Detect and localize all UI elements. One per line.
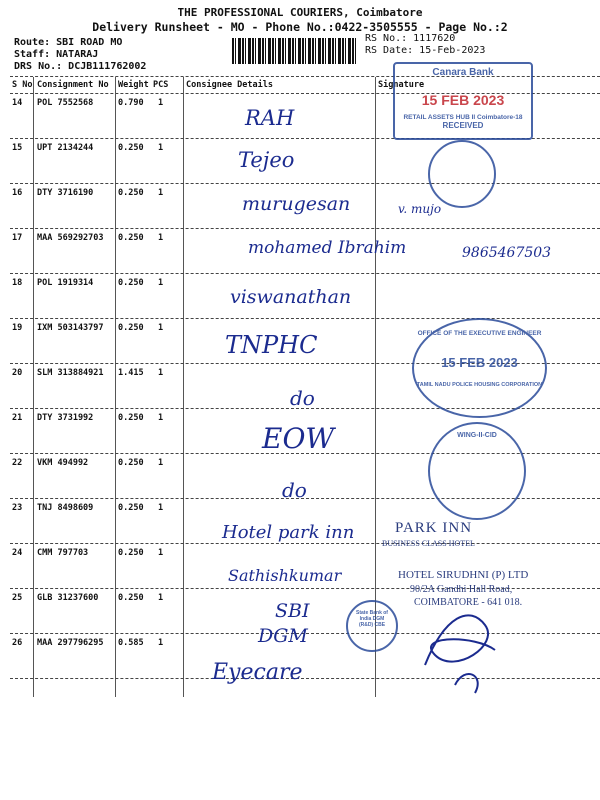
stamp-text: RETAIL ASSETS HUB II Coimbatore-18 <box>403 114 523 121</box>
consignee-handwriting: murugesan <box>242 193 351 215</box>
cell-consignment: POL 7552568 <box>37 98 94 108</box>
signature-scribble <box>415 595 505 700</box>
col-divider <box>183 77 184 697</box>
cell-weight: 0.585 <box>118 638 144 648</box>
cell-consignment: MAA 297796295 <box>37 638 104 648</box>
signature-handwriting: 9865467503 <box>462 245 552 261</box>
cell-pcs: 1 <box>158 278 164 288</box>
cell-pcs: 1 <box>158 548 164 558</box>
cell-weight: 0.790 <box>118 98 144 108</box>
runsheet-title: Delivery Runsheet - MO - Phone No.:0422-3505555 - Page No.:2 <box>92 20 508 34</box>
cell-weight: 0.250 <box>118 413 144 423</box>
cell-consignment: UPT 2134244 <box>37 143 94 153</box>
consignee-handwriting: do <box>282 478 307 502</box>
consignee-handwriting: EOW <box>262 422 335 455</box>
row-separator <box>10 273 600 274</box>
consignee-handwriting: Sathishkumar <box>228 566 342 585</box>
cid-stamp <box>428 422 526 520</box>
row-separator <box>10 183 600 184</box>
cell-sno: 21 <box>12 413 23 423</box>
cell-pcs: 1 <box>158 323 164 333</box>
hotel-stamp-company: HOTEL SIRUDHNI (P) LTD <box>398 569 529 581</box>
row-separator <box>10 678 600 679</box>
col-divider <box>115 77 116 697</box>
row-separator <box>10 228 600 229</box>
consignee-handwriting: Eyecare <box>212 660 303 685</box>
barcode <box>232 38 357 64</box>
consignee-handwriting: RAH <box>245 106 295 130</box>
consignee-handwriting: SBI <box>275 600 310 622</box>
cell-pcs: 1 <box>158 188 164 198</box>
cell-consignment: VKM 494992 <box>37 458 89 468</box>
cell-sno: 23 <box>12 503 23 513</box>
col-header-sno: S No <box>12 80 33 90</box>
cell-pcs: 1 <box>158 413 164 423</box>
cell-pcs: 1 <box>158 98 164 108</box>
row-separator <box>10 543 600 544</box>
stamp-text: State Bank of India DGM (R&D) CBE <box>356 610 388 628</box>
cell-weight: 0.250 <box>118 503 144 513</box>
cell-sno: 22 <box>12 458 23 468</box>
cell-sno: 17 <box>12 233 23 243</box>
stamp-date: 15 FEB 2023 <box>441 355 518 370</box>
cell-consignment: DTY 3731992 <box>37 413 94 423</box>
cell-pcs: 1 <box>158 368 164 378</box>
cell-sno: 18 <box>12 278 23 288</box>
cell-sno: 20 <box>12 368 23 378</box>
cell-sno: 25 <box>12 593 23 603</box>
round-seal-stamp <box>428 140 496 208</box>
sbi-stamp <box>346 600 398 652</box>
consignee-handwriting: TNPHC <box>225 331 318 359</box>
cell-sno: 15 <box>12 143 23 153</box>
executive-engineer-stamp <box>412 318 547 418</box>
hotel-stamp-tag: BUSINESS CLASS HOTEL <box>382 539 475 548</box>
canara-bank-stamp <box>393 62 533 140</box>
consignee-handwriting: do <box>290 386 315 410</box>
stamp-bank-name: Canara Bank <box>432 67 494 78</box>
col-header-pcs: PCS <box>153 80 169 90</box>
cell-weight: 1.415 <box>118 368 144 378</box>
cell-sno: 16 <box>12 188 23 198</box>
col-header-consignee: Consignee Details <box>186 80 273 90</box>
cell-weight: 0.250 <box>118 188 144 198</box>
cell-pcs: 1 <box>158 143 164 153</box>
staff-label: Staff: NATARAJ <box>14 49 99 60</box>
stamp-text: TAMIL NADU POLICE HOUSING CORPORATION <box>416 382 543 388</box>
cell-pcs: 1 <box>158 233 164 243</box>
cell-sno: 14 <box>12 98 23 108</box>
cell-consignment: TNJ 8498609 <box>37 503 94 513</box>
route-label: Route: SBI ROAD MO <box>14 37 123 48</box>
stamp-text: WING-II-CID <box>457 432 497 439</box>
cell-sno: 19 <box>12 323 23 333</box>
cell-weight: 0.250 <box>118 593 144 603</box>
hotel-stamp-name: PARK INN <box>395 520 473 536</box>
consignee-handwriting: Hotel park inn <box>222 522 355 543</box>
company-title: THE PROFESSIONAL COURIERS, Coimbatore <box>177 6 423 19</box>
cell-consignment: GLB 31237600 <box>37 593 99 603</box>
stamp-date: 15 FEB 2023 <box>421 92 505 108</box>
cell-pcs: 1 <box>158 638 164 648</box>
consignee-handwriting: mohamed Ibrahim <box>248 238 407 258</box>
rs-no-label: RS No.: 1117620 <box>365 33 456 44</box>
consignee-handwriting: DGM <box>258 625 308 647</box>
cell-weight: 0.250 <box>118 458 144 468</box>
col-divider <box>33 77 34 697</box>
cell-weight: 0.250 <box>118 143 144 153</box>
cell-consignment: SLM 313884921 <box>37 368 104 378</box>
hotel-stamp-address: COIMBATORE - 641 018. <box>414 597 523 608</box>
stamp-text: OFFICE OF THE EXECUTIVE ENGINEER <box>417 330 542 337</box>
cell-weight: 0.250 <box>118 548 144 558</box>
cell-weight: 0.250 <box>118 278 144 288</box>
cell-consignment: POL 1919314 <box>37 278 94 288</box>
cell-weight: 0.250 <box>118 233 144 243</box>
row-separator <box>10 318 600 319</box>
cell-weight: 0.250 <box>118 323 144 333</box>
cell-sno: 24 <box>12 548 23 558</box>
rs-date-label: RS Date: 15-Feb-2023 <box>365 45 486 56</box>
drs-label: DRS No.: DCJB111762002 <box>14 61 147 72</box>
consignee-handwriting: viswanathan <box>230 286 352 308</box>
cell-consignment: CMM 797703 <box>37 548 89 558</box>
cell-consignment: IXM 503143797 <box>37 323 104 333</box>
cell-pcs: 1 <box>158 458 164 468</box>
col-header-signature: Signature <box>378 80 425 90</box>
cell-pcs: 1 <box>158 593 164 603</box>
hotel-stamp-address: 90/2A Gandhi Hall Road, <box>410 584 513 595</box>
consignee-handwriting: Tejeo <box>238 148 295 172</box>
col-header-consignment: Consignment No <box>37 80 109 90</box>
stamp-text: RECEIVED <box>442 121 484 130</box>
cell-consignment: MAA 569292703 <box>37 233 104 243</box>
signature-handwriting: v. mujo <box>398 202 442 216</box>
cell-consignment: DTY 3716190 <box>37 188 94 198</box>
cell-pcs: 1 <box>158 503 164 513</box>
col-header-weight: Weight <box>118 80 149 90</box>
cell-sno: 26 <box>12 638 23 648</box>
